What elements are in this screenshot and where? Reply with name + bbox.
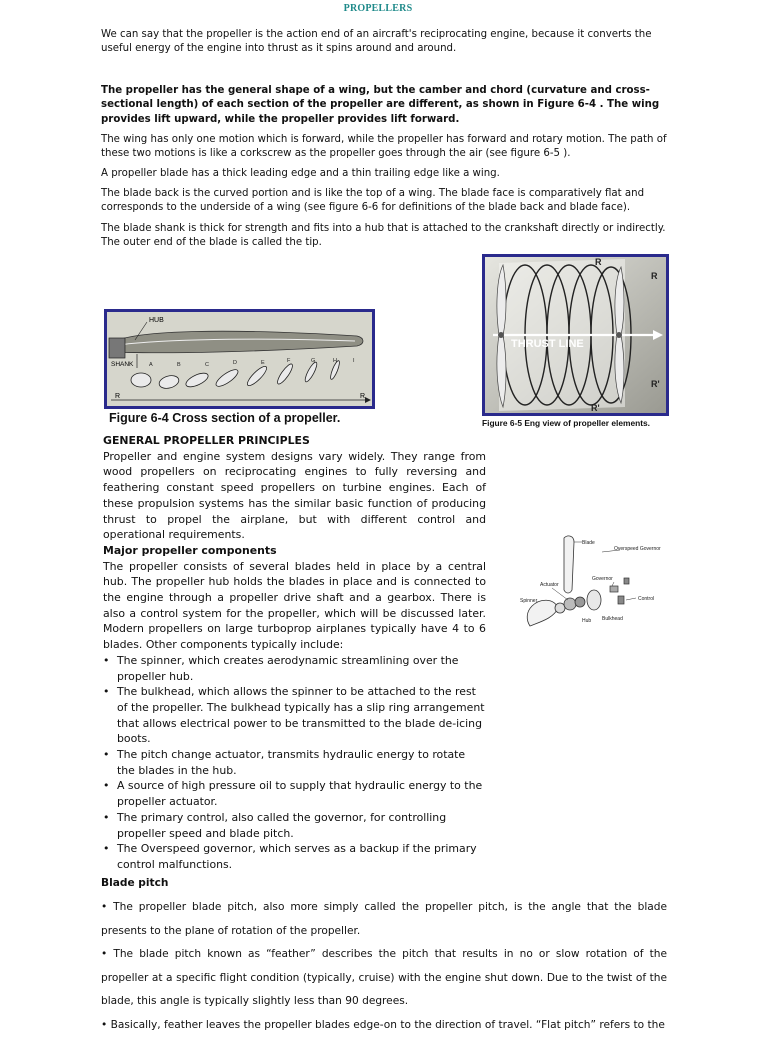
- section-label-c: C: [205, 362, 209, 368]
- list-item: • The propeller blade pitch, also more simply called the propeller pitch, is the angle that the blade presents to the plane of rotation of the propeller.: [101, 896, 667, 943]
- intro-paragraph-2: The propeller has the general shape of a wing, but the camber and chord (curvature and cross-sectional length) of each section of the propeller are different, as shown in Figure 6-4 . The wing provides lift upward, while the propeller provides lift forward.: [101, 84, 669, 127]
- intro-paragraph-1: We can say that the propeller is the action end of an aircraft's reciprocating engine, because it converts the useful energy of the engine into thrust as it spins around and around.: [101, 28, 669, 57]
- r-prime-bottom-label: R': [591, 403, 600, 413]
- principles-section: [103, 433, 486, 873]
- shank-label: SHANK: [111, 361, 134, 368]
- list-item: • The spinner, which creates aerodynamic streamlining over the propeller hub.: [103, 653, 486, 684]
- section-label-h: H: [333, 358, 337, 364]
- list-item: • The Overspeed governor, which serves as a backup if the primary control malfunctions.: [103, 841, 486, 872]
- principles-heading: GENERAL PROPELLER PRINCIPLES: [103, 433, 486, 449]
- section-label-a: A: [149, 362, 153, 368]
- page-title: PROPELLERS: [0, 3, 756, 14]
- actuator-label: Actuator: [540, 582, 559, 588]
- figure-6-4-caption: Figure 6-4 Cross section of a propeller.: [109, 411, 340, 425]
- section-label-g: G: [311, 358, 315, 364]
- components-list: [103, 653, 486, 873]
- list-item: • The bulkhead, which allows the spinner to be attached to the rest of the propeller. The bulkhead typically has a slip ring arrangement that allows electrical power to be transmitted to the blade de-icing boots.: [103, 684, 486, 747]
- principles-text: Propeller and engine system designs vary widely. They range from wood propellers on reciprocating engines to fully reversing and feathering constant speed propellers on turbine engines. Each of these propulsion systems has the similar basic function of producing thrust to propel the airplane, but with different control and operational requirements.: [103, 449, 486, 543]
- section-label-f: F: [287, 358, 291, 364]
- section-label-e: E: [261, 360, 265, 366]
- thrust-line-label: THRUST LINE: [511, 338, 584, 350]
- spinner-label: Spinner: [520, 598, 538, 604]
- r-top-right-label: R: [651, 271, 658, 281]
- propeller-cross-section-illustration: [107, 312, 372, 406]
- r-top-left-label: R: [595, 257, 602, 267]
- governor-label: Governor: [592, 576, 613, 582]
- r-left-label: R: [115, 393, 120, 400]
- intro-paragraph-5: The blade back is the curved portion and is like the top of a wing. The blade face is comparatively flat and corresponds to the underside of a wing (see figure 6-6 for definitions of the blade back and blade face).: [101, 187, 669, 216]
- hub-label: HUB: [149, 317, 164, 324]
- blade-label: Blade: [582, 540, 595, 546]
- blade-pitch-section: [101, 876, 667, 1037]
- list-item: • A source of high pressure oil to supply that hydraulic energy to the propeller actuator.: [103, 778, 486, 809]
- intro-paragraph-3: The wing has only one motion which is forward, while the propeller has forward and rotary motion. The path of these two motions is like a corkscrew as the propeller goes through the air (see figure 6-5 ).: [101, 133, 669, 162]
- figure-6-5-caption: Figure 6-5 Eng view of propeller elements.: [482, 418, 650, 428]
- components-text: The propeller consists of several blades held in place by a central hub. The propeller hub holds the blades in place and is connected to the engine through a propeller drive shaft and a gearbox. There is also a control system for the propeller, which will be discussed later. Modern propellers on large turboprop airplanes typically have 4 to 6 blades. Other components typically include:: [103, 559, 486, 653]
- propeller-elements-illustration: [485, 257, 666, 413]
- r-right-label: R: [360, 393, 365, 400]
- section-label-b: B: [177, 362, 181, 368]
- section-label-d: D: [233, 360, 237, 366]
- blade-pitch-heading: Blade pitch: [101, 876, 667, 890]
- bulkhead-label: Bulkhead: [602, 616, 623, 622]
- section-label-i: I: [353, 358, 355, 364]
- hub-label: Hub: [582, 618, 591, 624]
- components-heading: Major propeller components: [103, 543, 486, 559]
- list-item: • The primary control, also called the governor, for controlling propeller speed and blade pitch.: [103, 810, 486, 841]
- propeller-components-diagram: [512, 530, 662, 636]
- blade-pitch-list: [101, 896, 667, 1037]
- overspeed-governor-label: Overspeed Governor: [614, 546, 661, 552]
- figure-6-5-image: [482, 254, 669, 416]
- figure-6-4-image: [104, 309, 375, 409]
- intro-paragraph-6: The blade shank is thick for strength and fits into a hub that is attached to the crankshaft directly or indirectly. The outer end of the blade is called the tip.: [101, 222, 669, 251]
- list-item: • The blade pitch known as “feather” describes the pitch that results in no or slow rotation of the propeller at a specific flight condition (typically, cruise) with the engine shut down. Due to the twist of the blade, this angle is typically slightly less than 90 degrees.: [101, 943, 667, 1014]
- control-label: Control: [638, 596, 654, 602]
- list-item: • The pitch change actuator, transmits hydraulic energy to rotate the blades in the hub.: [103, 747, 486, 778]
- intro-paragraph-4: A propeller blade has a thick leading edge and a thin trailing edge like a wing.: [101, 167, 669, 181]
- r-prime-right-label: R': [651, 379, 660, 389]
- list-item: • Basically, feather leaves the propeller blades edge-on to the direction of travel. “Flat pitch” refers to the: [101, 1014, 667, 1037]
